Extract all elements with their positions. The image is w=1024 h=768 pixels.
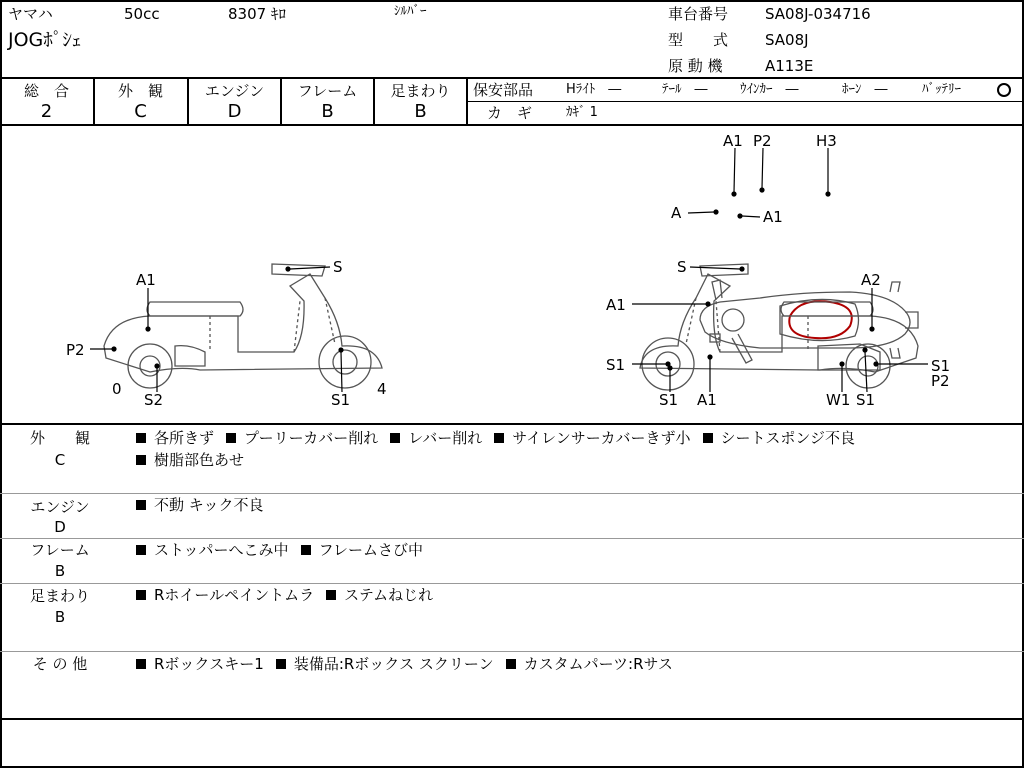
bullet-icon <box>301 545 311 555</box>
frame-label: 車台番号 <box>668 5 729 23</box>
bullet-icon <box>136 659 146 669</box>
remark-grade-frame: B <box>54 562 66 580</box>
grade-value-overall: 2 <box>40 101 53 122</box>
remark-items-suspension: Rホイールペイントムラ ステムねじれ <box>136 584 445 606</box>
diagram-label: A <box>671 204 682 222</box>
diagram-label: S <box>677 258 687 276</box>
displacement: 50cc <box>124 5 160 23</box>
bullet-icon <box>390 433 400 443</box>
diagram-label: S1 <box>331 391 351 409</box>
bullet-icon <box>703 433 713 443</box>
diagram-label: H3 <box>816 132 837 150</box>
divider <box>0 651 1024 652</box>
remark-items-engine: 不動 キック不良 <box>136 494 275 516</box>
grade-value-engine: D <box>227 101 242 122</box>
remark-category-frame: フレーム <box>30 541 90 559</box>
safety-horn: ﾎｰﾝ ― <box>842 82 888 97</box>
remark-grade-exterior: C <box>54 451 66 469</box>
remark-items-exterior: 各所きず プーリーカバー削れ レバー削れ サイレンサーカバーきず小 シートスポンジ不良 <box>136 427 867 449</box>
diagram-label: A1 <box>606 296 626 314</box>
diagram-label: A1 <box>723 132 743 150</box>
frame-value: SA08J-034716 <box>765 5 871 23</box>
remark-grade-suspension: B <box>54 608 66 626</box>
bullet-icon <box>494 433 504 443</box>
diagram-label: W1 <box>826 391 851 409</box>
grade-label-engine: エンジン <box>204 82 265 100</box>
divider <box>0 718 1024 720</box>
grade-label-frame: フレーム <box>297 82 358 100</box>
bullet-icon <box>136 545 146 555</box>
bullet-icon <box>276 659 286 669</box>
safety-winker: ｳｲﾝｶｰ ― <box>740 82 799 97</box>
safety-title: 保安部品 <box>473 81 534 99</box>
type-label: 型 式 <box>668 31 729 49</box>
key-value: ｶｷﾞ 1 <box>566 105 598 120</box>
remark-items-frame: ストッパーへこみ中 フレームさび中 <box>136 539 435 561</box>
diagram-label: S1 <box>931 357 951 375</box>
color: ｼﾙﾊﾞｰ <box>394 4 427 19</box>
divider <box>466 101 1022 102</box>
diagram-label: A2 <box>861 271 881 289</box>
bullet-icon <box>506 659 516 669</box>
diagram-label: S2 <box>144 391 164 409</box>
divider <box>0 423 1024 425</box>
model-name: JOGﾎﾟｼｪ <box>8 29 82 51</box>
maker: ヤマハ <box>8 5 53 23</box>
remark-grade-engine: D <box>54 518 66 536</box>
diagram-label: S1 <box>606 356 626 374</box>
diagram-label: 4 <box>377 380 387 398</box>
scooter-top-view-sketch <box>700 280 918 363</box>
diagram-label: S1 <box>856 391 876 409</box>
diagram-label: P2 <box>931 372 950 390</box>
safety-headlight: Hﾗｲﾄ ― <box>566 82 622 97</box>
remark-category-other: そ の 他 <box>32 655 88 673</box>
key-label: カ ギ <box>487 104 533 122</box>
safety-battery: ﾊﾞｯﾃﾘｰ <box>922 82 961 97</box>
mileage: 8307 ｷﾛ <box>228 5 286 23</box>
diagram-label: P2 <box>66 341 85 359</box>
bullet-icon <box>136 590 146 600</box>
bullet-icon <box>136 500 146 510</box>
diagram-label: S <box>333 258 343 276</box>
bullet-icon <box>136 433 146 443</box>
remark-category-suspension: 足まわり <box>29 587 90 605</box>
grade-value-suspension: B <box>414 101 427 122</box>
bullet-icon <box>136 455 146 465</box>
diagram-label: 0 <box>112 380 122 398</box>
type-value: SA08J <box>765 31 809 49</box>
grade-value-frame: B <box>321 101 334 122</box>
remark-category-exterior: 外 観 <box>29 429 90 447</box>
diagram-label: A1 <box>136 271 156 289</box>
grade-label-overall: 総 合 <box>23 82 69 100</box>
bullet-icon <box>326 590 336 600</box>
remark-category-engine: エンジン <box>30 498 90 516</box>
diagram-label: A1 <box>763 208 783 226</box>
battery-ok-icon <box>997 83 1011 97</box>
remark-items-other: Rボックスキー1 装備品:Rボックス スクリーン カスタムパーツ:Rサス <box>136 653 685 675</box>
grade-label-exterior: 外 観 <box>117 82 163 100</box>
engine-label: 原 動 機 <box>668 57 723 75</box>
diagram-label: P2 <box>753 132 772 150</box>
diagram-label: A1 <box>697 391 717 409</box>
damage-mark-seat <box>789 301 851 338</box>
diagram-label: S1 <box>659 391 679 409</box>
grade-value-exterior: C <box>134 101 147 122</box>
grade-label-suspension: 足まわり <box>390 82 451 100</box>
remark-items-exterior-line2: 樹脂部色あせ <box>136 449 256 471</box>
bullet-icon <box>226 433 236 443</box>
safety-tail: ﾃｰﾙ ― <box>662 82 708 97</box>
engine-value: A113E <box>765 57 814 75</box>
divider <box>0 77 1024 79</box>
